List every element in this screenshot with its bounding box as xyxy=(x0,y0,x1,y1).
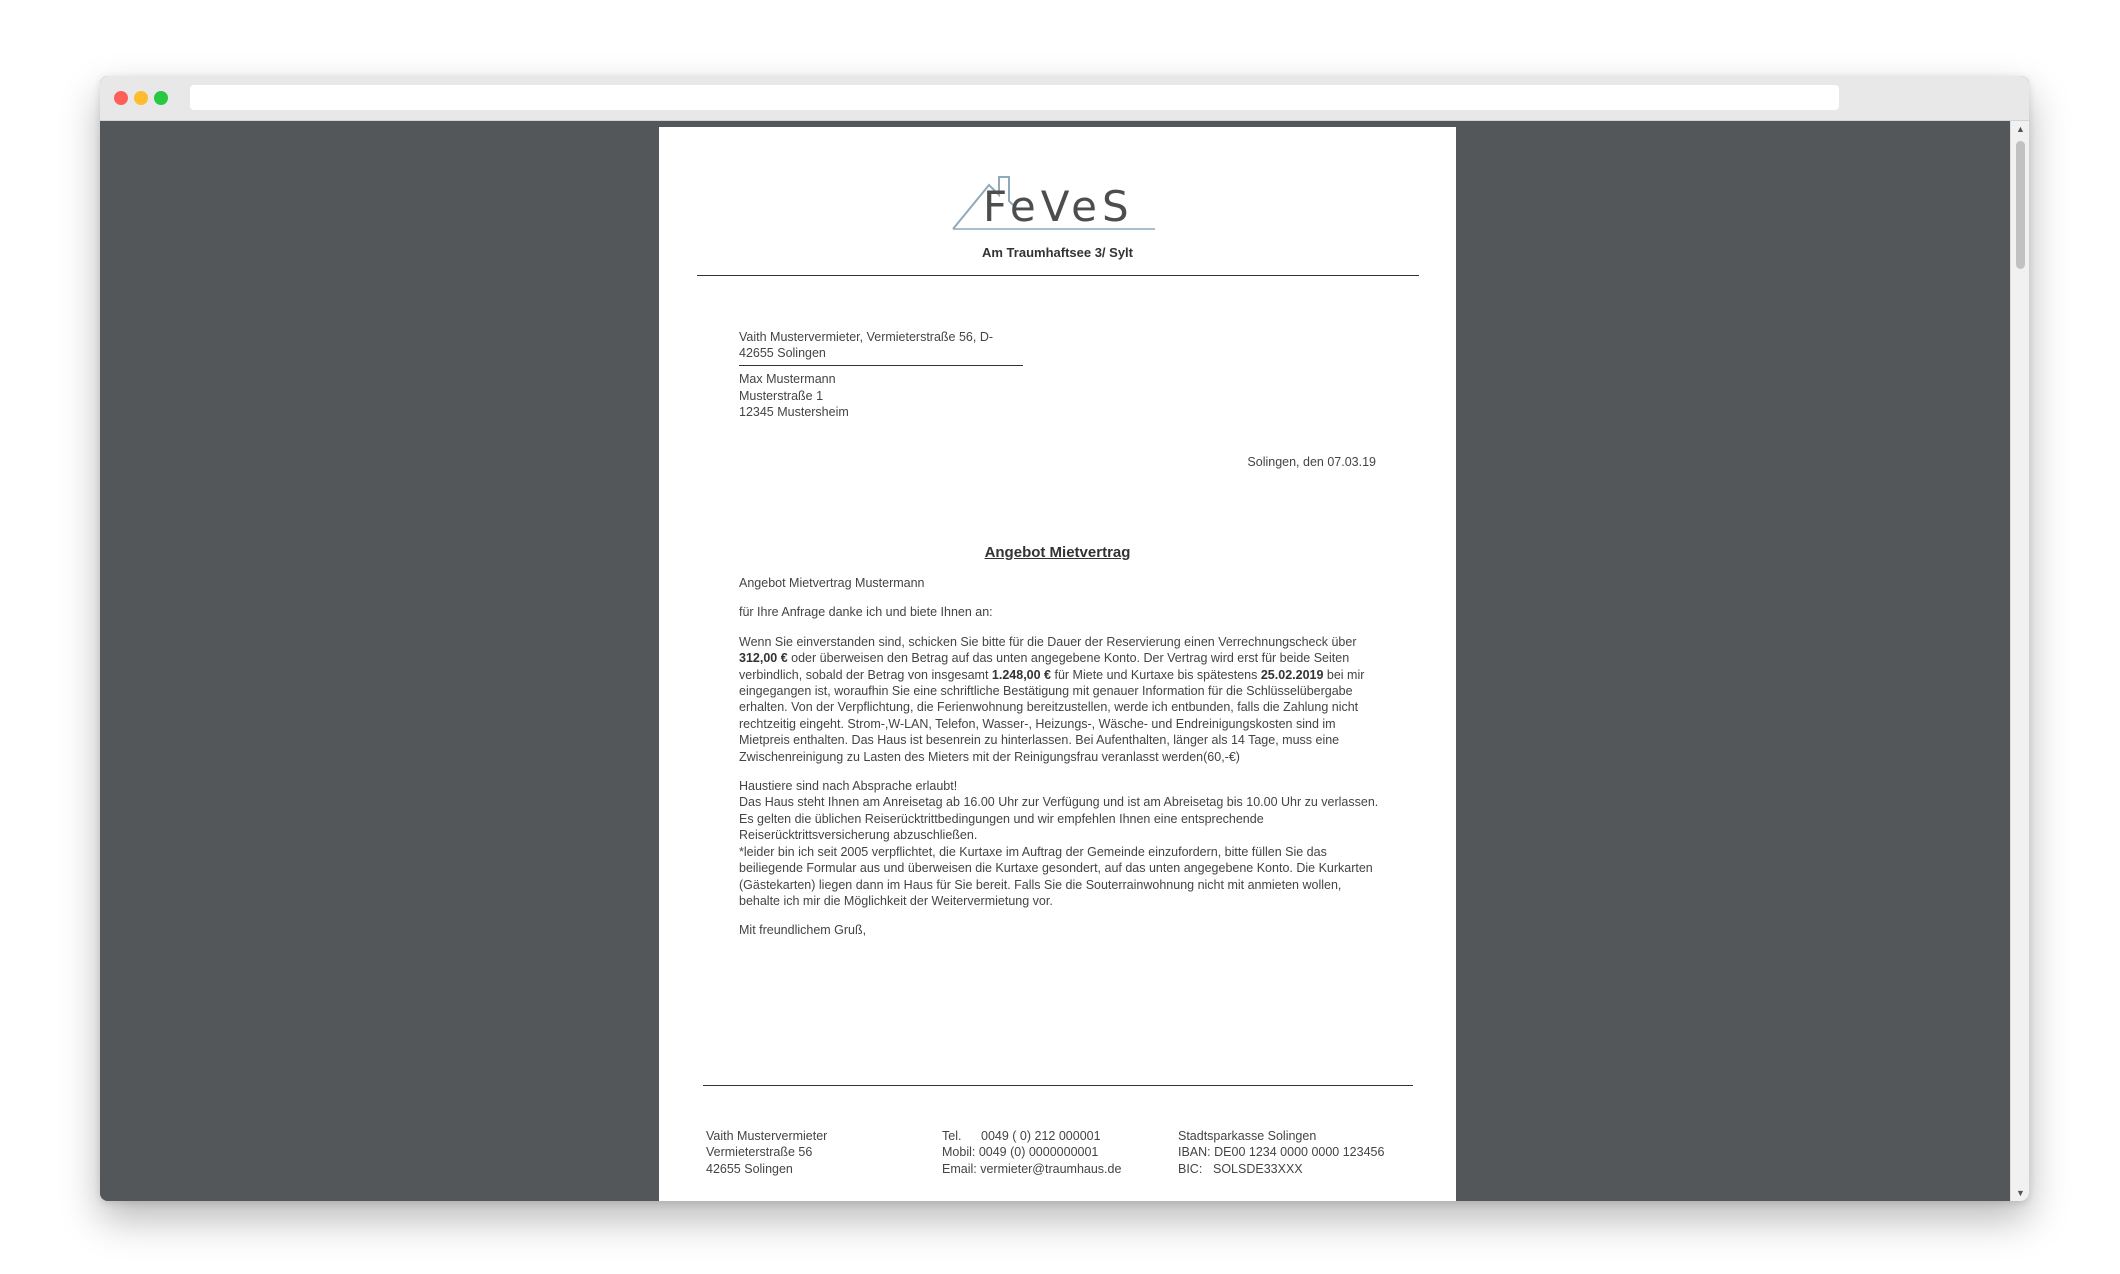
sender-line: Vaith Mustervermieter, Vermieterstraße 56, D- xyxy=(739,330,994,344)
vertical-scrollbar[interactable] xyxy=(2010,121,2029,1201)
scroll-down-arrow-icon[interactable]: ▼ xyxy=(2016,1188,2025,1198)
letterhead-address: Am Traumhaftsee 3/ Sylt xyxy=(982,245,1133,260)
body-paragraph-notes: Haustiere sind nach Absprache erlaubt! Das Haus steht Ihnen am Anreisetag ab 16.00 Uhr zur Verfügung und ist am Abreisetag bis 10.00 Uhr zu verlassen. Es gelten die üblichen Reiserücktrittbedingungen und wir empfehlen Ihnen eine entsprechende Reiserücktrittsversicherung abzuschließen. *leider bin ich seit 2005 verpflichtet, die Kurtaxe im Auftrag der Gemeinde einzufordern, bitte füllen Sie das beiliegende Formular aus und überweisen die Kurtaxe gesondert, auf das unten angegebene Konto. Die Kurkarten (Gästekarten) liegen dann im Haus für Sie bereit. Falls Sie die Souterrainwohnung nicht mit anmieten wollen, behalte ich mir die Möglichkeit der Weitervermietung vor. xyxy=(739,779,1379,908)
footer-address: Vaith Mustervermieter Vermieterstraße 56 42655 Solingen xyxy=(706,1129,828,1176)
recipient-line: 12345 Mustersheim xyxy=(739,405,849,419)
pdf-viewer[interactable] xyxy=(100,121,2010,1201)
total-amount: 1.248,00 € xyxy=(991,667,1052,682)
title-bar xyxy=(100,76,2029,121)
header-divider xyxy=(697,275,1419,276)
brand-logo xyxy=(949,171,1159,233)
recipient-line: Musterstraße 1 xyxy=(739,388,824,403)
due-date: 25.02.2019 xyxy=(1260,667,1324,682)
letter-subject: Angebot Mietvertrag xyxy=(984,544,1131,561)
deposit-amount: 312,00 € xyxy=(739,651,788,666)
footer-contact: Tel. 0049 ( 0) 212 000001 Mobil: 0049 (0) 0000000001 Email: vermieter@traumhaus.de xyxy=(942,1129,1122,1176)
sender-return-address xyxy=(739,329,1019,361)
zoom-dot-icon[interactable] xyxy=(154,91,168,105)
scroll-up-arrow-icon[interactable]: ▲ xyxy=(2016,124,2025,134)
document-page xyxy=(659,127,1456,1201)
letter-date: Solingen, den 07.03.19 xyxy=(1247,455,1376,469)
recipient-address xyxy=(739,371,849,421)
browser-window xyxy=(100,76,2029,1201)
close-dot-icon[interactable] xyxy=(114,91,128,105)
recipient-line: Max Mustermann xyxy=(739,372,836,386)
letter-body xyxy=(739,575,1379,952)
logo-text: FeVeS xyxy=(983,182,1134,231)
email-link[interactable]: vermieter@traumhaus.de xyxy=(980,1161,1122,1176)
sender-divider xyxy=(739,365,1023,366)
body-thanks: für Ihre Anfrage danke ich und biete Ihnen an: xyxy=(739,605,993,620)
sender-line: 42655 Solingen xyxy=(739,346,826,360)
body-paragraph-terms: Wenn Sie einverstanden sind, schicken Sie bitte für die Dauer der Reservierung einen Verrechnungscheck über 312,00 € oder überweisen den Betrag auf das unten angegebene Konto. Der Vertrag wird erst für beide Seiten verbindlich, sobald der Betrag von insgesamt 1.248,00 € für Miete und Kurtaxe bis spätestens 25.02.2019 bei mir eingegangen ist, woraufhin Sie eine schriftliche Bestätigung mit genauer Information für die Schlüsselübergabe erhalten. Von der Verpflichtung, die Ferienwohnung bereitzustellen, werde ich entbunden, falls die Zahlung nicht rechtzeitig eingeht. Strom-,W-LAN, Telefon, Wasser-, Heizungs-, Wäsche- und Endreinigungskosten sind im Mietpreis enthalten. Das Haus ist besenrein zu hinterlassen. Bei Aufenthalten, länger als 14 Tage, muss eine Zwischenreinigung zu Lasten des Mieters mit der Reinigungsfrau veranlasst werden(60,-€) xyxy=(739,634,1365,764)
body-intro: Angebot Mietvertrag Mustermann xyxy=(739,576,925,590)
body-closing: Mit freundlichem Gruß, xyxy=(739,923,867,938)
minimize-dot-icon[interactable] xyxy=(134,91,148,105)
footer-divider xyxy=(703,1085,1413,1086)
footer-bank: Stadtsparkasse Solingen IBAN: DE00 1234 0000 0000 123456 BIC: SOLSDE33XXX xyxy=(1178,1129,1385,1176)
scroll-thumb[interactable] xyxy=(2016,141,2025,269)
address-bar[interactable] xyxy=(190,85,1839,110)
